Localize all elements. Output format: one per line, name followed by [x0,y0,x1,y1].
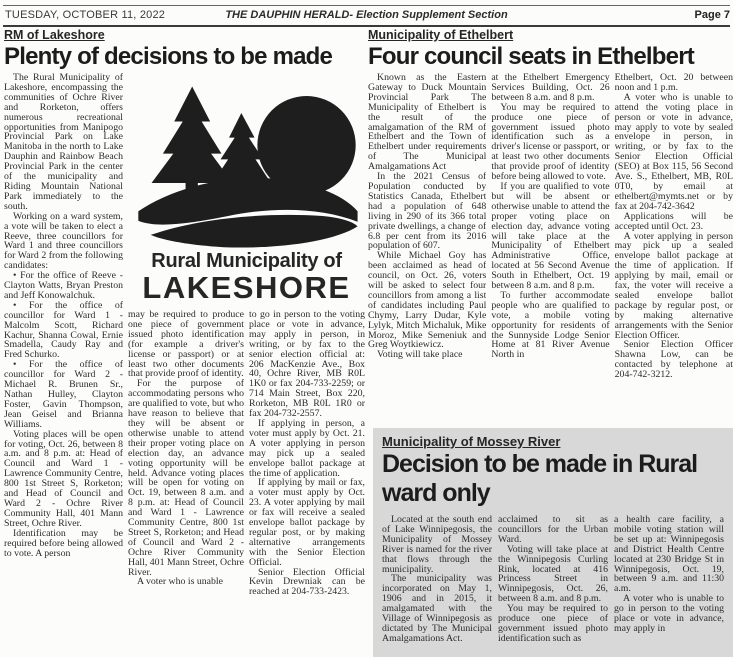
paragraph: For the purpose of accommodating persons who are qualified to vote, but who have reason to believe that they will be absent or otherwise unable to attend their proper voting place on election day, an advance voting opportunity will be held. Advance voting places will be open for voting on Oct. 19, between 8 a.m. and 8 p.m. at: Head of Council and Ward 1 - Lawrence Community Centre, 800 1st Street S, Rorketon; and Head of Council and Ward 2 - Ochre River Community Hall, 401 Mann Street, Ochre River. [128,378,244,578]
ethelbert-column-2 [491,73,609,430]
ethelbert-body [368,73,733,430]
ethelbert-headline: Four council seats in Ethelbert [368,44,694,69]
lakeshore-body [4,73,365,657]
paragraph: Senior Election Officer Shawna Low, can be contacted by telephone at 204-742-3212. [614,339,733,381]
paragraph: • For the office of Reeve - Clayton Watts, Bryan Preston and Jeff Konowalchuk. [4,270,123,301]
header-page-number: Page 7 [694,9,730,21]
paragraph: While Michael Goy has been acclaimed as head of council, on Oct. 26, voters will be asked to select four councillors from among a list of candidates including Paul Chymy, Larry Dudar, Kyle Lylyk, Mitch Michaluk, Mike Moroz, Mike Semeniuk and Greg Woytkiewicz. [368,250,487,351]
paragraph: acclaimed to sit as councillors for the Urban Ward. [498,515,608,545]
paragraph: In the 2021 Census of Population conducted by Statistics Canada, Ethelbert had a population of 648 living in 290 of its 366 total private dwellings, a change of 6.8 per cent from its 2016 population of 607. [368,171,487,252]
header-date: TUESDAY, OCTOBER 11, 2022 [5,9,166,21]
lakeshore-column-3 [249,310,365,657]
paragraph: The municipality was incorporated on May 1, 1906 and in 2015, it amalgamated with the Village of Winnipegosis as dictated by The Municipal Amalgamations Act. [382,573,492,644]
paragraph: You may be required to produce one piece of government issued photo identification such as a driver's license or passport, or at least two other documents that provide proof of identity before being allowed to vote. [491,101,610,183]
paragraph: If applying by mail or fax, a voter must apply by Oct. 23. A voter applying by mail or fax will receive a sealed envelope ballot package by regular post, or by making alternative arrangements with the Senior Election Official. [249,477,365,568]
lakeshore-lower-columns [128,310,365,657]
header-top-rule [3,5,730,6]
mossey-column-3 [614,515,724,657]
article-ethelbert [368,29,733,430]
paragraph: at the Ethelbert Emergency Services Building, Oct. 26 between 8 a.m. and 8 p.m. [491,73,610,103]
paragraph: Voting places will be open for voting, Oct. 26, between 8 a.m. and 8 p.m. at: Head of Council and Ward 1 - Lawrence Community Centre, 800 1st Street S, Rorketon; and Head of Council and Ward 2 - Ochre River Community Hall, 401 Mann Street, Ochre River. [4,428,123,529]
paragraph: The Rural Municipality of Lakeshore, encompassing the communities of Ochre River and Rorketon, offers numerous recreational opportunities from Manipogo Provincial Park on Lake Manitoba in the north to Lake Dauphin and Rainbow Beach Provincial Park in the center of the municipality and Riding Mountain National Park immediately to the south. [4,73,123,212]
paragraph: A voter who is unable [137,576,223,588]
paragraph: • For the office of councillor for Ward 1 - Malcolm Scott, Richard Kachur, Shanna Cowal, Ernie Smadella, Caudy Ray and Fred Schurko. [4,299,123,361]
paragraph: Identification may be required before being allowed to vote. A person [4,527,123,559]
paragraph: If you are qualified to vote but will be absent or otherwise unable to attend the proper voting place on election day, advance voting will take place at the Municipality of Ethelbert Administrative Office, located at 56 Second Avenue South in Ethelbert, Oct. 19 between 8 a.m. and 8 p.m. [491,180,610,292]
mossey-column-2 [498,515,608,657]
lakeshore-logo-graphic [133,79,361,251]
mossey-column-1 [382,515,492,657]
mossey-kicker: Municipality of Mossey River [382,434,561,449]
mossey-headline-line1: Decision to be made in Rural [382,451,698,478]
mossey-headline-line2: ward only [382,480,490,507]
ethelbert-kicker: Municipality of Ethelbert [368,28,514,42]
ethelbert-column-3 [615,73,733,430]
paragraph: Applications will be accepted until Oct. 23. [614,210,733,232]
paragraph: Ethelbert, Oct. 20 between noon and 1 p.m. [614,73,733,93]
mossey-body [382,515,724,657]
paragraph: Known as the Eastern Gateway to Duck Mountain Provincial Park The Municipality of Ethelbert is the result of the amalgamation of the RM of Ethelbert and the Town of Ethelbert under requirements of The Municipal Amalgamations Act [368,73,487,173]
paragraph: a health care facility, a mobile voting station will be set up at: Winnipegosis and District Health Centre located at 230 Bridge St in Winnipegosis, Oct. 19, between 9 a.m. and 11:30 a.m. [614,515,724,595]
lakeshore-column-2 [128,310,244,657]
paragraph: A voter applying in person may pick up a sealed envelope ballot package at the time of application. If applying by mail, email or fax, the voter will receive a sealed envelope ballot package by regular post, or by making alternative arrangements with the Senior Election Officer. [614,230,733,341]
page-header [3,9,730,23]
lakeshore-column-1 [4,73,123,657]
lakeshore-right-half [128,73,365,657]
lakeshore-logo [128,73,365,304]
logo-caption-line2: LAKESHORE [142,270,351,305]
paragraph: • For the office of councillor for Ward 2 - Michael R. Brunen Sr., Nathan Hulley, Clayton Foster, Gavin Thompson, Jean Geisel and Brianna Williams. [4,359,123,430]
header-bottom-rule [3,25,730,27]
paragraph: A voter who is unable to attend the voting place in person or vote in advance, may apply to vote by sealed envelope in person, in writing, or by fax to the Senior Election Official (SEO) at Box 115, 56 Second Ave. S., Ethelbert, MB, R0L 0T0, by email at ethelbert@mymts.net or by fax at 204-742-3642 [614,91,733,212]
paragraph: to go in person to the voting place or vote in advance, may apply in person, in writing, or by fax to the senior election official at: 206 MacKenzie Ave., Box 40, Ochre River, MB R0L 1K0 or fax 204-733-2259; or 714 Main Street, Box 220, Rorketon, MB R0L 1R0 or fax 204-732-2557. [249,310,365,420]
paragraph: may be required to produce one piece of government issued photo identification (for example a driver's license or passport) or at least two other documents that provide proof of identity. [128,310,244,380]
paragraph: If applying in person, a voter must apply by Oct. 21. A voter applying in person may pick up a sealed envelope ballot package at the time of application. [249,417,365,479]
lakeshore-kicker: RM of Lakeshore [4,28,105,42]
paragraph: To further accommodate people who are qualified to vote, a mobile voting opportunity for residents of the Sunnyside Lodge Senior Home at 81 River Avenue North in [491,289,610,361]
lakeshore-headline: Plenty of decisions to be made [4,44,333,69]
ethelbert-column-1 [368,73,486,430]
paragraph: You may be required to produce one piece of government issued photo identification such as [498,603,608,644]
paragraph: A voter who is unable to go in person to the voting place or vote in advance, may apply in [614,593,724,634]
paragraph: Voting will take place [377,349,463,361]
paragraph: Senior Election Official Kevin Drewniak can be reached at 204-733-2423. [249,566,365,598]
article-mossey-river [373,428,733,657]
article-lakeshore [4,29,365,657]
header-publication-title: THE DAUPHIN HERALD- Election Supplement Section [225,9,508,21]
paragraph: Voting will take place at the Winnipegosis Curling Rink, located at 416 Princess Street in Winnipegosis, Oct. 26, between 8 a.m. and 8 p.m. [498,543,608,605]
paragraph: Working on a ward system, a vote will be taken to elect a Reeve, three councillors for Ward 1 and three councillors for Ward 2 from the following candidates: [4,210,123,272]
paragraph: Located at the south end of Lake Winnipegosis, the Municipality of Mossey River is named for the river that flows through the municipality. [382,515,492,575]
logo-caption-line1: Rural Municipality of [151,250,342,272]
pine-tree-icon-large [151,87,232,199]
